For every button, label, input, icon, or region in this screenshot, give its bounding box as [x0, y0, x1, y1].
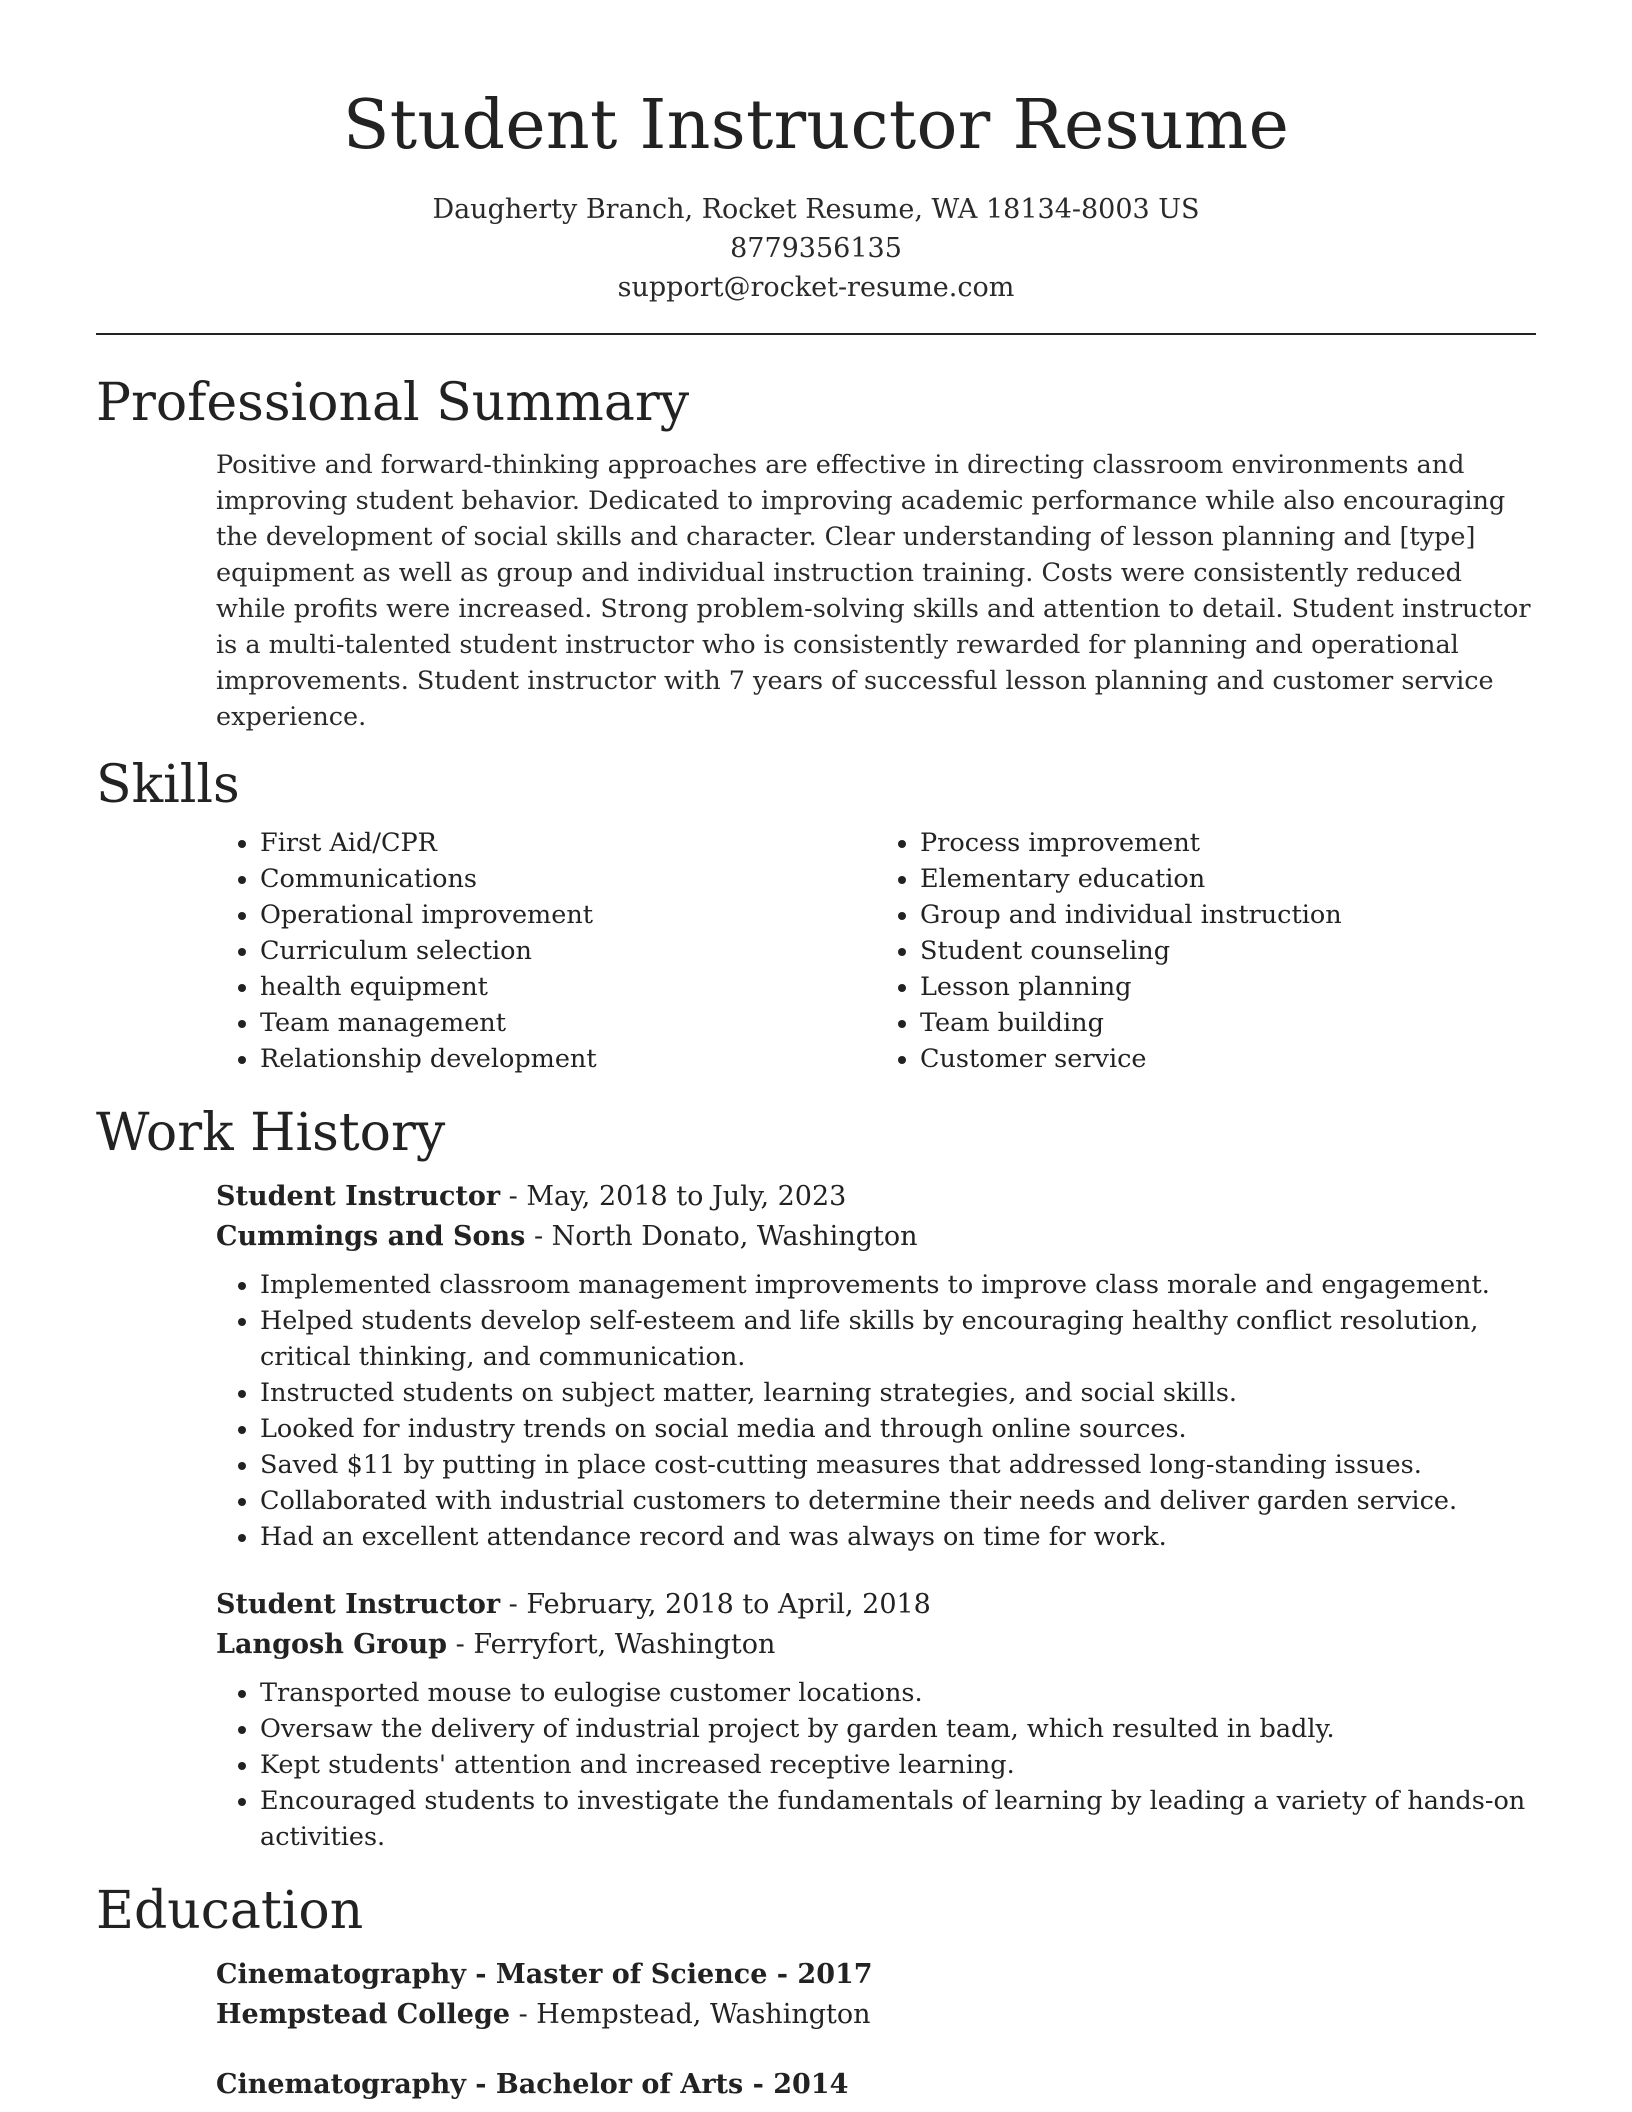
skill-item: • Curriculum selection — [260, 933, 876, 969]
job-bullet: • Kept students' attention and increased receptive learning. — [260, 1747, 1536, 1783]
skill-item: • health equipment — [260, 969, 876, 1005]
skill-item: • Lesson planning — [920, 969, 1536, 1005]
contact-block — [0, 190, 1632, 307]
job-role-line — [216, 1177, 1536, 1217]
job-company-line — [216, 1217, 1536, 1257]
skills-list-left — [216, 825, 876, 1077]
job-company: Langosh Group — [216, 1629, 448, 1660]
job-entry-2 — [96, 1585, 1536, 1855]
summary-text: Positive and forward-thinking approaches are effective in directing classroom environments and improving student behavior. Dedicated to improving academic performance while also encouraging the development of social skills and character. Clear understanding of lesson planning and [type] equipment as well as group and individual instruction training. Costs were consistently reduced while profits were increased. Strong problem-solving skills and attention to detail. Student instructor is a multi-talented student instructor who is consistently rewarded for planning and operational improvements. Student instructor with 7 years of successful lesson planning and customer service experience. — [216, 450, 1531, 732]
skills-columns — [96, 825, 1536, 1077]
skill-item: • Group and individual instruction — [920, 897, 1536, 933]
work-heading: Work History — [96, 1103, 446, 1163]
job-dates: - May, 2018 to July, 2023 — [500, 1181, 847, 1212]
summary-section — [0, 371, 1632, 735]
skill-item: • Communications — [260, 861, 876, 897]
education-degree: Cinematography - Bachelor of Arts - 2014 — [216, 2069, 849, 2100]
skill-item: • Operational improvement — [260, 897, 876, 933]
job-dates: - February, 2018 to April, 2018 — [500, 1589, 931, 1620]
skill-item: • Team management — [260, 1005, 876, 1041]
skill-item: • Relationship development — [260, 1041, 876, 1077]
job-location: - Ferryfort, Washington — [447, 1629, 776, 1660]
work-section — [0, 1101, 1632, 1855]
skill-item: • Elementary education — [920, 861, 1536, 897]
education-school: Hempstead College — [216, 1999, 511, 2030]
education-location: - Hempstead, Washington — [510, 1999, 871, 2030]
job-role: Student Instructor — [216, 1589, 501, 1620]
job-bullet: • Encouraged students to investigate the fundamentals of learning by leading a variety of hands-on activities. — [260, 1783, 1536, 1855]
job-bullet: • Had an excellent attendance record and was always on time for work. — [260, 1519, 1536, 1555]
job-bullet: • Looked for industry trends on social media and through online sources. — [260, 1411, 1536, 1447]
job-company: Cummings and Sons — [216, 1221, 526, 1252]
education-degree: Cinematography - Master of Science - 2017 — [216, 1959, 873, 1990]
skill-item: • Team building — [920, 1005, 1536, 1041]
job-bullet: • Helped students develop self-esteem and life skills by encouraging healthy conflict resolution, critical thinking, and communication. — [260, 1303, 1536, 1375]
skill-item: • Customer service — [920, 1041, 1536, 1077]
header-divider — [96, 333, 1536, 335]
job-bullet: • Saved $11 by putting in place cost-cutting measures that addressed long-standing issues. — [260, 1447, 1536, 1483]
resume-header — [0, 0, 1632, 307]
skill-item: • First Aid/CPR — [260, 825, 876, 861]
education-school-line — [216, 1995, 1536, 2035]
contact-phone: 8779356135 — [730, 233, 902, 264]
job-bullet: • Collaborated with industrial customers to determine their needs and deliver garden service. — [260, 1483, 1536, 1519]
job-role: Student Instructor — [216, 1181, 501, 1212]
job-bullet: • Transported mouse to eulogise customer locations. — [260, 1675, 1536, 1711]
skills-section — [0, 753, 1632, 1077]
job-location: - North Donato, Washington — [525, 1221, 918, 1252]
job-bullet: • Implemented classroom management improvements to improve class morale and engagement. — [260, 1267, 1536, 1303]
job-bullets — [216, 1675, 1536, 1855]
contact-email: support@rocket-resume.com — [617, 272, 1015, 303]
job-bullet: • Instructed students on subject matter, learning strategies, and social skills. — [260, 1375, 1536, 1411]
education-entry-2 — [96, 2065, 1536, 2105]
education-section — [0, 1879, 1632, 2105]
education-entry-1 — [96, 1955, 1536, 2035]
skills-heading: Skills — [96, 755, 240, 815]
skill-item: • Student counseling — [920, 933, 1536, 969]
summary-body — [96, 447, 1536, 735]
contact-address: Daugherty Branch, Rocket Resume, WA 18134-8003 US — [432, 194, 1200, 225]
summary-heading: Professional Summary — [96, 373, 690, 433]
skill-item: • Process improvement — [920, 825, 1536, 861]
skills-list-right — [876, 825, 1536, 1077]
job-bullet: • Oversaw the delivery of industrial project by garden team, which resulted in badly. — [260, 1711, 1536, 1747]
job-entry-1 — [96, 1177, 1536, 1555]
job-bullets — [216, 1267, 1536, 1555]
resume-title: Student Instructor Resume — [342, 86, 1290, 165]
education-heading: Education — [96, 1881, 364, 1941]
job-company-line — [216, 1625, 1536, 1665]
job-role-line — [216, 1585, 1536, 1625]
